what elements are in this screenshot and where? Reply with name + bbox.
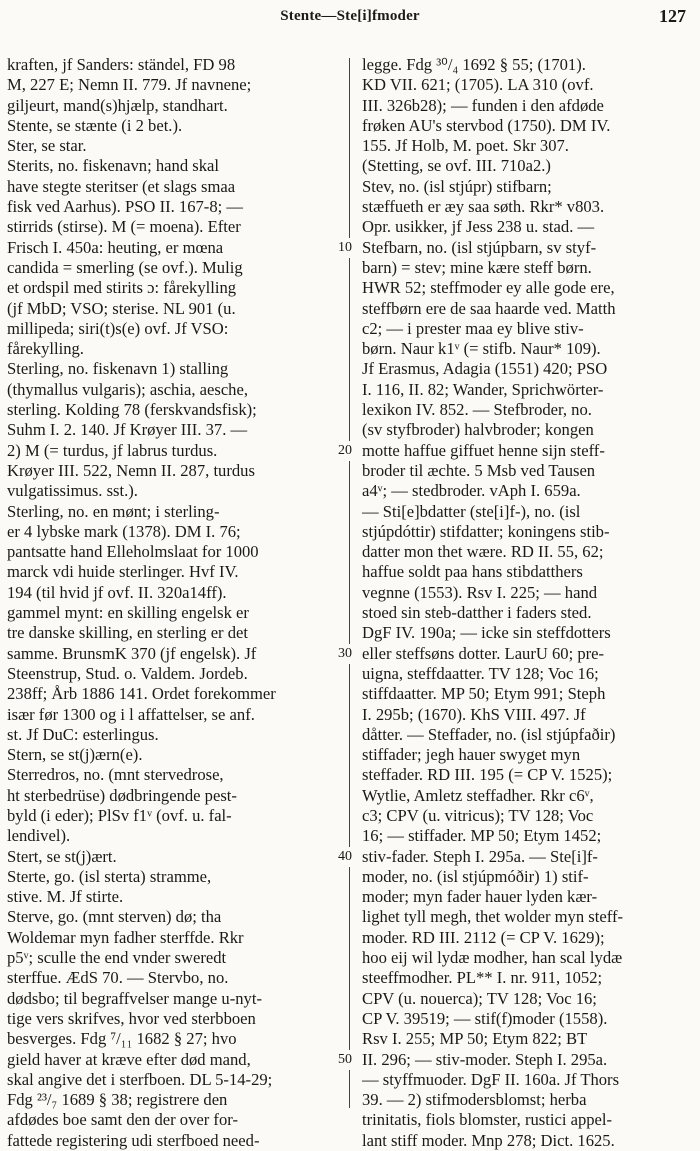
text-line: moder, no. (isl stjúpmóðir) 1) stif- [362, 866, 589, 886]
text-line: moder. RD III. 2112 (= CP V. 1629); [362, 927, 605, 947]
text-line: kraften, jf Sanders: ständel, FD 98 [7, 55, 236, 74]
text-line: dødsbo; til begraffvelser mange u-nyt- [7, 988, 262, 1008]
text-line: stive. M. Jf stirte. [7, 887, 124, 907]
column-divider [349, 58, 350, 1108]
text-line: st. Jf DuC: esterlingus. [7, 724, 159, 744]
page-header [0, 4, 700, 34]
text-line: frøken AU's stervbod (1750). DM IV. [362, 115, 611, 135]
left-column [7, 55, 336, 1151]
text-line: CP V. 39519; — stif(f)moder (1558). [362, 1008, 608, 1028]
text-line: Rsv I. 255; MP 50; Etym 822; BT [362, 1029, 588, 1049]
text-line: KD VII. 621; (1705). LA 310 (ovf. [362, 75, 594, 95]
text-line: legge. Fdg ³⁰/₄ 1692 § 55; (1701). [362, 55, 586, 74]
text-line: Suhm I. 2. 140. Jf Krøyer III. 37. — [7, 420, 248, 440]
text-line: DgF IV. 190a; — icke sin steffdotters [362, 623, 611, 643]
text-line: et ordspil med stirits ɔ: fårekylling [7, 278, 237, 298]
line-number: 20 [338, 441, 360, 461]
text-line: Sterte, go. (isl sterta) stramme, [7, 866, 212, 886]
text-line: lighet tyll megh, thet wolder myn steff- [362, 907, 623, 927]
text-line: Stert, se st(j)ært. [7, 846, 117, 866]
text-line: stiffader; jegh hauer swyget myn [362, 745, 581, 765]
text-line: (Stetting, se ovf. III. 710a2.) [362, 156, 551, 176]
text-line: Woldemar myn fadher sterffde. Rkr [7, 927, 244, 947]
text-line: 238ff; Årb 1886 141. Ordet forekommer [7, 684, 276, 704]
page-number: 127 [659, 6, 686, 26]
text-line: steffader. RD III. 195 (= CP V. 1525); [362, 765, 613, 785]
text-line: candida = smerling (se ovf.). Mulig [7, 257, 243, 277]
text-line: millipeda; siri(t)s(e) ovf. Jf VSO: [7, 318, 229, 338]
text-line: I. 116, II. 82; Wander, Sprichwörter- [362, 379, 604, 399]
text-line: stiffdaatter. MP 50; Etym 991; Steph [362, 684, 606, 704]
text-line: skal angive det i sterfboen. DL 5-14-29; [7, 1069, 273, 1089]
text-line: samme. BrunsmK 370 (jf engelsk). Jf [7, 643, 257, 663]
text-line: a4ᵛ; — stedbroder. vAph I. 659a. [362, 481, 581, 501]
text-line: 2) M (= turdus, jf labrus turdus. [7, 440, 218, 460]
text-line: stjúpdóttir) stifdatter; koningens stib- [362, 521, 610, 541]
text-line: — Sti[e]bdatter (ste[i]f-), no. (isl [362, 501, 581, 521]
text-line: moder; myn fader hauer lyden kær- [362, 887, 598, 907]
text-line: 16; — stiffader. MP 50; Etym 1452; [362, 826, 602, 846]
text-line: 39. — 2) stifmodersblomst; herba [362, 1090, 587, 1110]
text-line: fattede registering udi sterfboed need- [7, 1130, 260, 1150]
text-line: Stern, se st(j)ærn(e). [7, 745, 143, 765]
text-line: stiv-fader. Steph I. 295a. — Ste[i]f- [362, 846, 598, 866]
text-line: Ster, se star. [7, 136, 87, 156]
line-number: 50 [338, 1050, 360, 1070]
text-line: stirrids (stirse). M (= moena). Efter [7, 217, 241, 237]
text-line: barn) = stev; mine kære steff børn. [362, 257, 592, 277]
line-number: 30 [338, 644, 360, 664]
text-line: haffue soldt paa hans stibdatthers [362, 562, 583, 582]
text-line: motte haffue giffuet henne sijn steff- [362, 440, 605, 460]
text-line: have stegte steritser (et slags smaa [7, 176, 236, 196]
text-line: ht sterbedrüse) dødbringende pest- [7, 785, 237, 805]
text-line: Stev, no. (isl stjúpr) stifbarn; [362, 176, 552, 196]
text-line: marck vdi huide sterlinger. Hvf IV. [7, 562, 239, 582]
text-line: fisk ved Aarhus). PSO II. 167-8; — [7, 197, 243, 217]
text-line: pantsatte hand Elleholmslaat for 1000 [7, 542, 259, 562]
text-line: byld (i eder); PlSv f1ᵛ (ovf. u. fal- [7, 805, 232, 825]
text-line: giljeurt, mand(s)hjælp, standhart. [7, 95, 228, 115]
text-line: lant stiff moder. Mnp 278; Dict. 1625. [362, 1130, 615, 1150]
text-line: steffbørn ere de saa haarde ved. Matth [362, 298, 616, 318]
text-line: c2; — i prester maa ey blive stiv- [362, 318, 584, 338]
text-line: stoed sin steb-datther i faders sted. [362, 603, 592, 623]
text-line: lendivel). [7, 826, 71, 846]
text-line: gammel mynt: en skilling engelsk er [7, 603, 249, 623]
text-line: CPV (u. nouerca); TV 128; Voc 16; [362, 988, 597, 1008]
text-line: gield haver at kræve efter død mand, [7, 1049, 251, 1069]
text-line: HWR 52; steffmoder ey alle gode ere, [362, 278, 615, 298]
text-line: 194 (til hvid jf ovf. II. 320a14ff). [7, 582, 227, 602]
text-line: Sterling, no. en mønt; i sterling- [7, 501, 220, 521]
text-line: vegnne (1553). Rsv I. 225; — hand [362, 582, 598, 602]
text-line: Wytlie, Amletz steffadher. Rkr c6ᵛ, [362, 785, 594, 805]
text-line: sterling. Kolding 78 (ferskvandsfisk); [7, 400, 257, 420]
text-line: Fdg ²³/₇ 1689 § 38; registrere den [7, 1090, 228, 1110]
text-line: dåtter. — Steffader, no. (isl stjúpfaðir) [362, 724, 616, 744]
text-line: (sv styfbroder) halvbroder; kongen [362, 420, 594, 440]
text-line: Opr. usikker, jf Jess 238 u. stad. — [362, 217, 595, 237]
text-line: Krøyer III. 522, Nemn II. 287, turdus [7, 460, 255, 480]
text-line: børn. Naur k1ᵛ (= stifb. Naur* 109). [362, 339, 601, 359]
text-line: lexikon IV. 852. — Stefbroder, no. [362, 400, 592, 420]
text-line: Sterve, go. (mnt sterven) dø; tha [7, 907, 222, 927]
text-line: uigna, steffdaatter. TV 128; Voc 16; [362, 663, 599, 683]
text-line: er 4 lybske mark (1378). DM I. 76; [7, 521, 241, 541]
text-line: steeffmodher. PL** I. nr. 911, 1052; [362, 968, 603, 988]
text-line: stæffueth er æy saa søth. Rkr* v803. [362, 197, 605, 217]
text-line: vulgatissimus. sst.). [7, 481, 138, 501]
text-line: Sterling, no. fiskenavn 1) stalling [7, 359, 229, 379]
text-line: trinitatis, fiols blomster, rustici appel- [362, 1110, 613, 1130]
line-number: 40 [338, 847, 360, 867]
text-line: Steenstrup, Stud. o. Valdem. Jordeb. [7, 663, 248, 683]
text-line: Sterits, no. fiskenavn; hand skal [7, 156, 219, 176]
text-line: (jf MbD; VSO; sterise. NL 901 (u. [7, 298, 236, 318]
text-line: Jf Erasmus, Adagia (1551) 420; PSO [362, 359, 608, 379]
text-line: eller steffsøns dotter. LaurU 60; pre- [362, 643, 605, 663]
text-line: sterffue. ÆdS 70. — Stervbo, no. [7, 968, 229, 988]
text-line: hoo eij wil lydæ modher, han scal lydæ [362, 948, 623, 968]
text-line: tre danske skilling, en sterling er det [7, 623, 249, 643]
line-number: 10 [338, 238, 360, 258]
text-line: c3; CPV (u. vitricus); TV 128; Voc [362, 805, 594, 825]
text-line: — styffmuoder. DgF II. 160a. Jf Thors [362, 1069, 620, 1089]
text-line: Sterredros, no. (mnt stervedrose, [7, 765, 224, 785]
text-line: III. 326b28); — funden i den afdøde [362, 95, 604, 115]
text-line: Stefbarn, no. (isl stjúpbarn, sv styf- [362, 237, 597, 257]
text-line: afdødes boe samt den der over for- [7, 1110, 238, 1130]
text-line: fårekylling. [7, 339, 84, 359]
right-column [362, 55, 687, 1151]
text-line: især før 1300 og i l affattelser, se anf. [7, 704, 255, 724]
text-line: Stente, se stænte (i 2 bet.). [7, 115, 183, 135]
text-line: M, 227 E; Nemn II. 779. Jf navnene; [7, 75, 252, 95]
text-line: 155. Jf Holb, M. poet. Skr 307. [362, 136, 569, 156]
text-line: besverges. Fdg ⁷/₁₁ 1682 § 27; hvo [7, 1029, 237, 1049]
text-line: Frisch I. 450a: heuting, er mœna [7, 237, 224, 257]
text-line: II. 296; — stiv-moder. Steph I. 295a. [362, 1049, 608, 1069]
text-line: I. 295b; (1670). KhS VIII. 497. Jf [362, 704, 586, 724]
text-line: broder til æchte. 5 Msb ved Tausen [362, 460, 596, 480]
running-head: Stente—Ste[i]fmoder [280, 8, 420, 24]
text-line: (thymallus vulgaris); aschia, aesche, [7, 379, 248, 399]
text-line: datter mon thet wære. RD II. 55, 62; [362, 542, 604, 562]
text-line: p5ᵛ; sculle the end vnder sweredt [7, 948, 227, 968]
text-line: tige vers skrifves, hvor ved sterbboen [7, 1008, 256, 1028]
